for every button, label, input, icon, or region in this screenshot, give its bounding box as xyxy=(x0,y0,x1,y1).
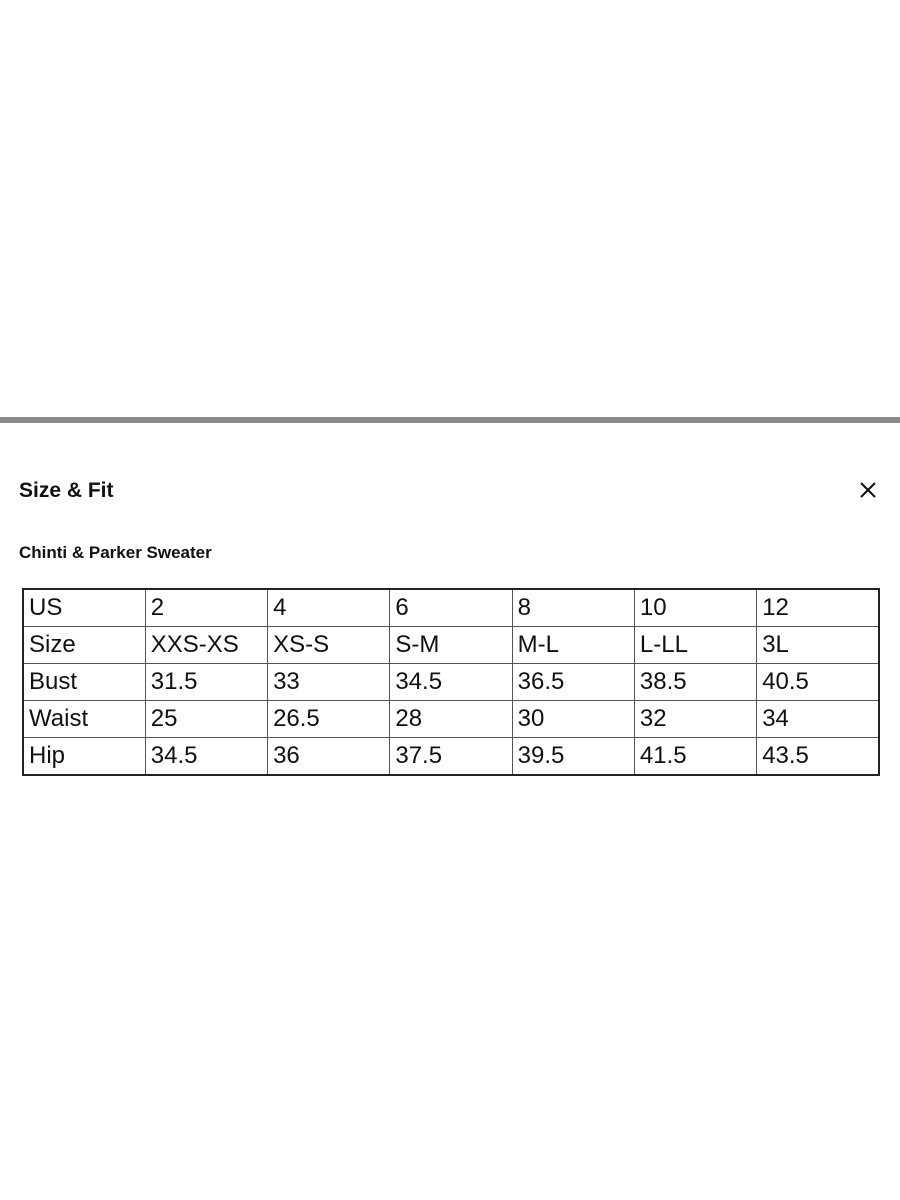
table-cell: 26.5 xyxy=(268,701,390,738)
table-cell: 3L xyxy=(757,627,879,664)
table-cell: 4 xyxy=(268,589,390,627)
size-chart-table xyxy=(22,588,880,776)
table-cell: 8 xyxy=(512,589,634,627)
table-cell: 28 xyxy=(390,701,512,738)
close-button[interactable] xyxy=(852,474,884,506)
divider xyxy=(0,417,900,423)
table-row-waist xyxy=(23,701,879,738)
table-cell: 36 xyxy=(268,738,390,776)
table-cell: 38.5 xyxy=(634,664,756,701)
table-cell: L-LL xyxy=(634,627,756,664)
table-cell: 43.5 xyxy=(757,738,879,776)
table-row-hip xyxy=(23,738,879,776)
table-row-size xyxy=(23,627,879,664)
table-row-bust xyxy=(23,664,879,701)
table-cell: 34 xyxy=(757,701,879,738)
table-cell: 34.5 xyxy=(145,738,267,776)
table-cell: 31.5 xyxy=(145,664,267,701)
row-label: Size xyxy=(23,627,145,664)
table-cell: 37.5 xyxy=(390,738,512,776)
table-cell: S-M xyxy=(390,627,512,664)
table-cell: XS-S xyxy=(268,627,390,664)
modal-title: Size & Fit xyxy=(19,479,114,502)
table-cell: M-L xyxy=(512,627,634,664)
table-cell: XXS-XS xyxy=(145,627,267,664)
table-row-us xyxy=(23,589,879,627)
row-label: Waist xyxy=(23,701,145,738)
row-label: US xyxy=(23,589,145,627)
table-cell: 36.5 xyxy=(512,664,634,701)
close-icon xyxy=(852,474,884,506)
table-cell: 6 xyxy=(390,589,512,627)
table-cell: 40.5 xyxy=(757,664,879,701)
row-label: Bust xyxy=(23,664,145,701)
table-cell: 10 xyxy=(634,589,756,627)
table-cell: 32 xyxy=(634,701,756,738)
row-label: Hip xyxy=(23,738,145,776)
table-cell: 30 xyxy=(512,701,634,738)
table-cell: 25 xyxy=(145,701,267,738)
product-name: Chinti & Parker Sweater xyxy=(19,543,212,562)
table-cell: 12 xyxy=(757,589,879,627)
table-cell: 41.5 xyxy=(634,738,756,776)
table-cell: 39.5 xyxy=(512,738,634,776)
table-cell: 2 xyxy=(145,589,267,627)
table-cell: 33 xyxy=(268,664,390,701)
table-cell: 34.5 xyxy=(390,664,512,701)
